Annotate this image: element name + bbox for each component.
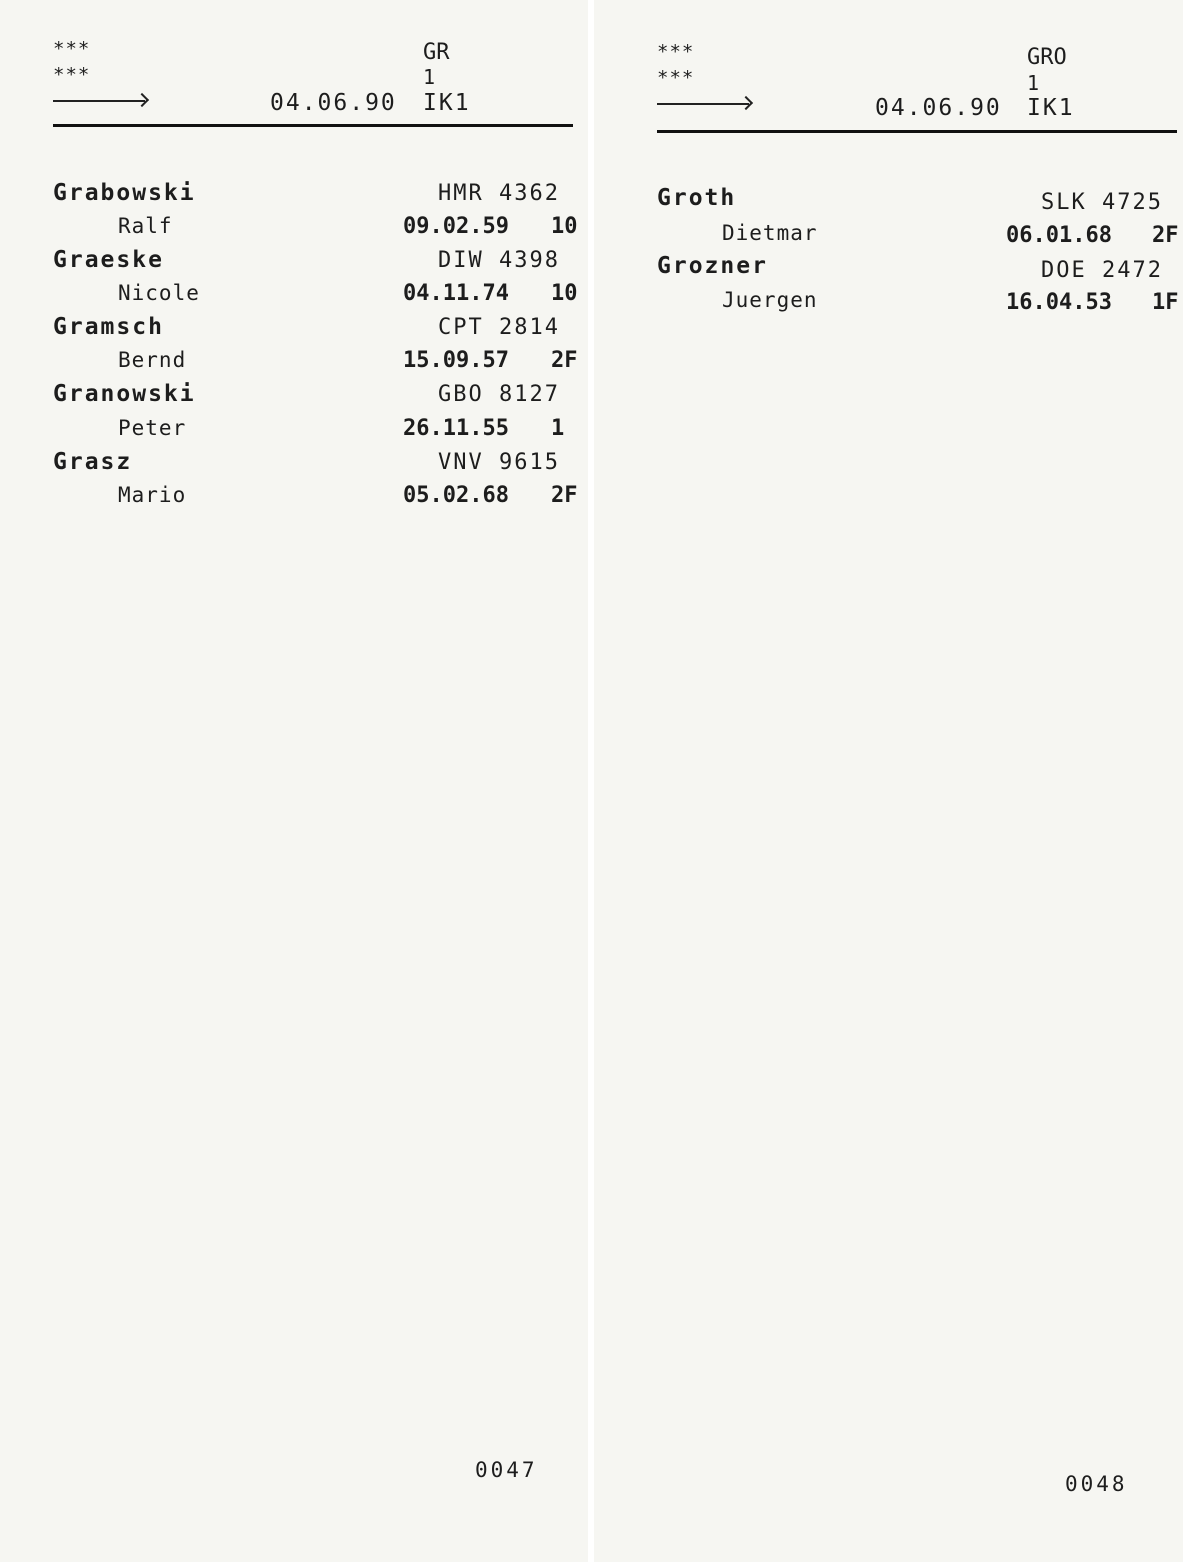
- entry-surname: Graeske: [53, 247, 164, 273]
- header-institution: IK1: [423, 90, 471, 116]
- entry-class: 2F: [1152, 223, 1179, 248]
- entry-class: 10: [551, 281, 578, 306]
- entry-birthdate: 16.04.53: [1006, 290, 1112, 315]
- entry-given-name: Mario: [118, 483, 187, 507]
- entry-surname: Gramsch: [53, 314, 164, 340]
- entry-id: SLK 4725: [1041, 190, 1163, 215]
- entry-class: 1: [551, 416, 565, 441]
- entry-birthdate: 26.11.55: [403, 416, 509, 441]
- entry-surname: Grabowski: [53, 180, 196, 206]
- entry-birthdate: 04.11.74: [403, 281, 509, 306]
- entry-birthdate: 15.09.57: [403, 348, 509, 373]
- entry-given-name: Bernd: [118, 348, 187, 372]
- header-institution: IK1: [1027, 95, 1075, 121]
- arrow-icon: [657, 103, 749, 105]
- entry-birthdate: 05.02.68: [403, 483, 509, 508]
- header-date: 04.06.90: [270, 90, 397, 116]
- entry-given-name: Juergen: [722, 288, 818, 312]
- entry-surname: Granowski: [53, 381, 196, 407]
- entry-class: 2F: [551, 348, 578, 373]
- asterisk-row-2: ***: [53, 64, 91, 86]
- entry-surname: Grozner: [657, 253, 768, 279]
- entry-birthdate: 09.02.59: [403, 214, 509, 239]
- header-rule: [53, 124, 573, 127]
- entry-id: DOE 2472: [1041, 258, 1163, 283]
- entry-class: 2F: [551, 483, 578, 508]
- entry-given-name: Nicole: [118, 281, 200, 305]
- asterisk-row-1: ***: [53, 38, 91, 60]
- header-number: 1: [423, 65, 436, 89]
- header-code: GR: [423, 40, 450, 65]
- entry-given-name: Dietmar: [722, 221, 818, 245]
- page-number: 0047: [475, 1458, 538, 1482]
- entry-birthdate: 06.01.68: [1006, 223, 1112, 248]
- asterisk-row-2: ***: [657, 67, 695, 89]
- entry-class: 10: [551, 214, 578, 239]
- sheet-left: [0, 0, 588, 1562]
- entry-surname: Grasz: [53, 449, 133, 475]
- entry-id: DIW 4398: [438, 248, 560, 273]
- asterisk-row-1: ***: [657, 41, 695, 63]
- sheet-right: [594, 0, 1183, 1562]
- header-number: 1: [1027, 71, 1040, 95]
- entry-surname: Groth: [657, 185, 737, 211]
- entry-given-name: Ralf: [118, 214, 173, 238]
- entry-id: HMR 4362: [438, 181, 560, 206]
- entry-class: 1F: [1152, 290, 1179, 315]
- header-rule: [657, 130, 1177, 133]
- page-number: 0048: [1065, 1472, 1128, 1496]
- header-date: 04.06.90: [875, 95, 1002, 121]
- header-code: GRO: [1027, 45, 1067, 70]
- entry-id: GBO 8127: [438, 382, 560, 407]
- entry-id: CPT 2814: [438, 315, 560, 340]
- arrow-icon: [53, 100, 145, 102]
- entry-id: VNV 9615: [438, 450, 560, 475]
- entry-given-name: Peter: [118, 416, 187, 440]
